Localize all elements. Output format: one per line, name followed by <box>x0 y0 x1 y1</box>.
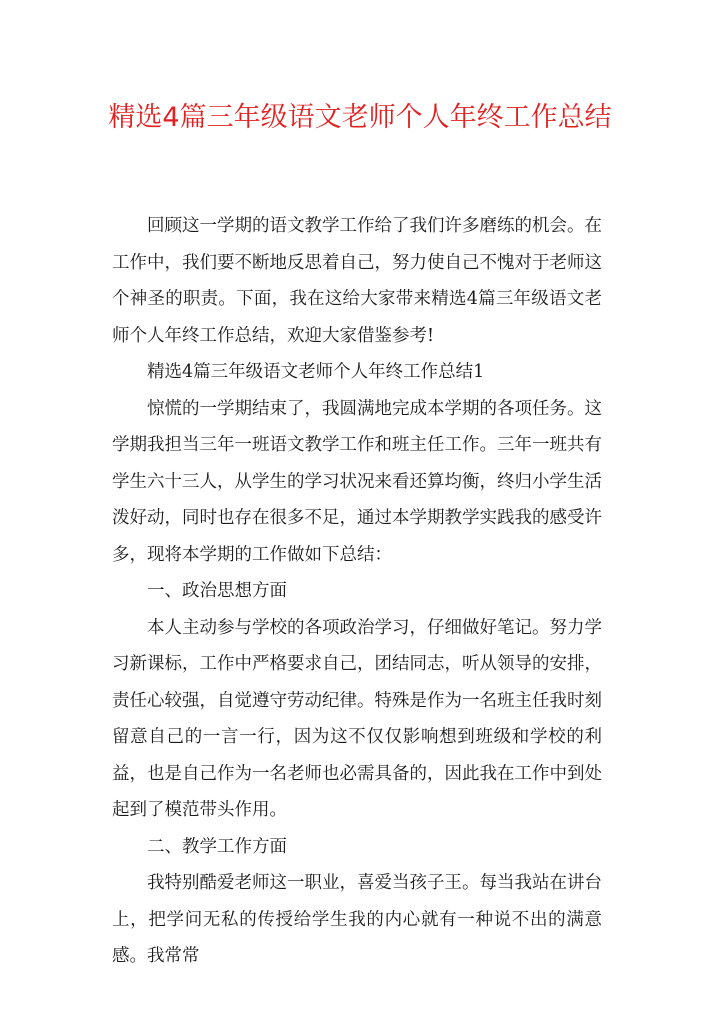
body-paragraph: 惊慌的一学期结束了，我圆满地完成本学期的各项任务。这学期我担当三年一班语文教学工作和班主任工作。三年一班共有学生六十三人，从学生的学习状况来看还算均衡，终归小学生活泼好动，同时也存在很多不足，通过本学期教学实践我的感受许多，现将本学期的工作做如下总结： <box>112 398 602 565</box>
document-body <box>112 208 602 975</box>
section-heading: 精选4篇三年级语文老师个人年终工作总结1 <box>147 362 485 382</box>
intro-paragraph: 回顾这一学期的语文教学工作给了我们许多磨练的机会。在工作中，我们要不断地反思着自己，努力使自己不愧对于老师这个神圣的职责。下面，我在这给大家带来精选4篇三年级语文老师个人年终工作总结，欢迎大家借鉴参考! <box>112 216 602 346</box>
subsection-heading: 一、政治思想方面 <box>147 581 287 601</box>
body-paragraph: 本人主动参与学校的各项政治学习，仔细做好笔记。努力学习新课标，工作中严格要求自己，团结同志，听从领导的安排，责任心较强，自觉遵守劳动纪律。特殊是作为一名班主任我时刻留意自己的一言一行，因为这不仅仅影响想到班级和学校的利益，也是自己作为一名老师也必需具备的，因此我在工作中到处起到了模范带头作用。 <box>112 617 602 820</box>
body-paragraph: 我特别酷爱老师这一职业，喜爱当孩子王。每当我站在讲台上，把学问无私的传授给学生我的内心就有一种说不出的满意感。我常常 <box>112 873 602 966</box>
document-title: 精选4篇三年级语文老师个人年终工作总结 <box>108 102 612 133</box>
subsection-heading: 二、教学工作方面 <box>147 836 287 857</box>
